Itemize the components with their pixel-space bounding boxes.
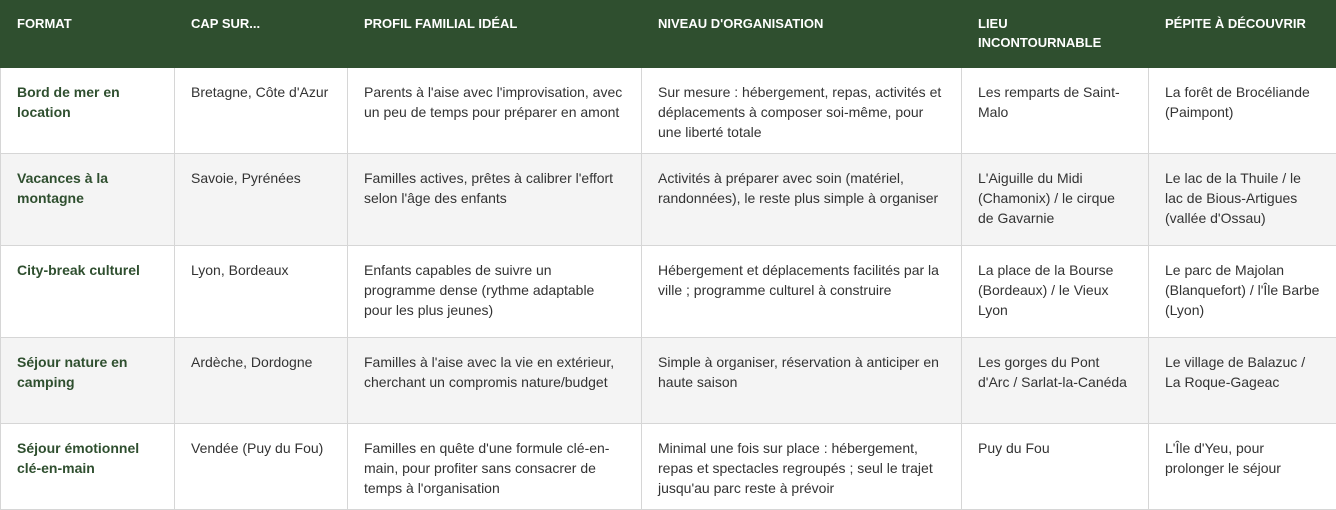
cell-cap: Lyon, Bordeaux bbox=[175, 246, 348, 338]
cell-format: Bord de mer en location bbox=[1, 68, 175, 154]
cell-cap: Savoie, Pyrénées bbox=[175, 154, 348, 246]
cell-format: Vacances à la montagne bbox=[1, 154, 175, 246]
cell-niveau: Simple à organiser, réservation à anticiper en haute saison bbox=[642, 338, 962, 424]
cell-pepite: Le village de Balazuc / La Roque-Gageac bbox=[1149, 338, 1336, 424]
cell-cap: Vendée (Puy du Fou) bbox=[175, 424, 348, 510]
table-row bbox=[1, 154, 1336, 246]
cell-profil: Familles actives, prêtes à calibrer l'effort selon l'âge des enfants bbox=[348, 154, 642, 246]
cell-niveau: Hébergement et déplacements facilités par la ville ; programme culturel à construire bbox=[642, 246, 962, 338]
header-profil: PROFIL FAMILIAL IDÉAL bbox=[348, 1, 642, 68]
cell-profil: Parents à l'aise avec l'improvisation, avec un peu de temps pour préparer en amont bbox=[348, 68, 642, 154]
cell-format: Séjour émotionnel clé-en-main bbox=[1, 424, 175, 510]
cell-lieu: Les remparts de Saint-Malo bbox=[962, 68, 1149, 154]
table-row bbox=[1, 68, 1336, 154]
cell-lieu: L'Aiguille du Midi (Chamonix) / le cirque de Gavarnie bbox=[962, 154, 1149, 246]
cell-pepite: La forêt de Brocéliande (Paimpont) bbox=[1149, 68, 1336, 154]
cell-cap: Ardèche, Dordogne bbox=[175, 338, 348, 424]
cell-pepite: Le lac de la Thuile / le lac de Bious-Artigues (vallée d'Ossau) bbox=[1149, 154, 1336, 246]
cell-profil: Enfants capables de suivre un programme dense (rythme adaptable pour les plus jeunes) bbox=[348, 246, 642, 338]
cell-pepite: Le parc de Majolan (Blanquefort) / l'Île Barbe (Lyon) bbox=[1149, 246, 1336, 338]
header-lieu: LIEU INCONTOURNABLE bbox=[962, 1, 1149, 68]
header-niveau: NIVEAU D'ORGANISATION bbox=[642, 1, 962, 68]
table-row bbox=[1, 338, 1336, 424]
cell-niveau: Minimal une fois sur place : hébergement, repas et spectacles regroupés ; seul le trajet jusqu'au parc reste à prévoir bbox=[642, 424, 962, 510]
table-row bbox=[1, 246, 1336, 338]
cell-niveau: Sur mesure : hébergement, repas, activités et déplacements à composer soi-même, pour une liberté totale bbox=[642, 68, 962, 154]
cell-profil: Familles à l'aise avec la vie en extérieur, cherchant un compromis nature/budget bbox=[348, 338, 642, 424]
header-cap: CAP SUR... bbox=[175, 1, 348, 68]
cell-lieu: Les gorges du Pont d'Arc / Sarlat-la-Canéda bbox=[962, 338, 1149, 424]
header-format: FORMAT bbox=[1, 1, 175, 68]
table-header bbox=[1, 1, 1336, 68]
cell-lieu: La place de la Bourse (Bordeaux) / le Vieux Lyon bbox=[962, 246, 1149, 338]
header-row bbox=[1, 1, 1336, 68]
cell-format: City-break culturel bbox=[1, 246, 175, 338]
table-body bbox=[1, 68, 1336, 510]
cell-niveau: Activités à préparer avec soin (matériel, randonnées), le reste plus simple à organiser bbox=[642, 154, 962, 246]
cell-pepite: L'Île d'Yeu, pour prolonger le séjour bbox=[1149, 424, 1336, 510]
header-pepite: PÉPITE À DÉCOUVRIR bbox=[1149, 1, 1336, 68]
cell-format: Séjour nature en camping bbox=[1, 338, 175, 424]
cell-cap: Bretagne, Côte d'Azur bbox=[175, 68, 348, 154]
cell-profil: Familles en quête d'une formule clé-en-main, pour profiter sans consacrer de temps à l'organisation bbox=[348, 424, 642, 510]
cell-lieu: Puy du Fou bbox=[962, 424, 1149, 510]
